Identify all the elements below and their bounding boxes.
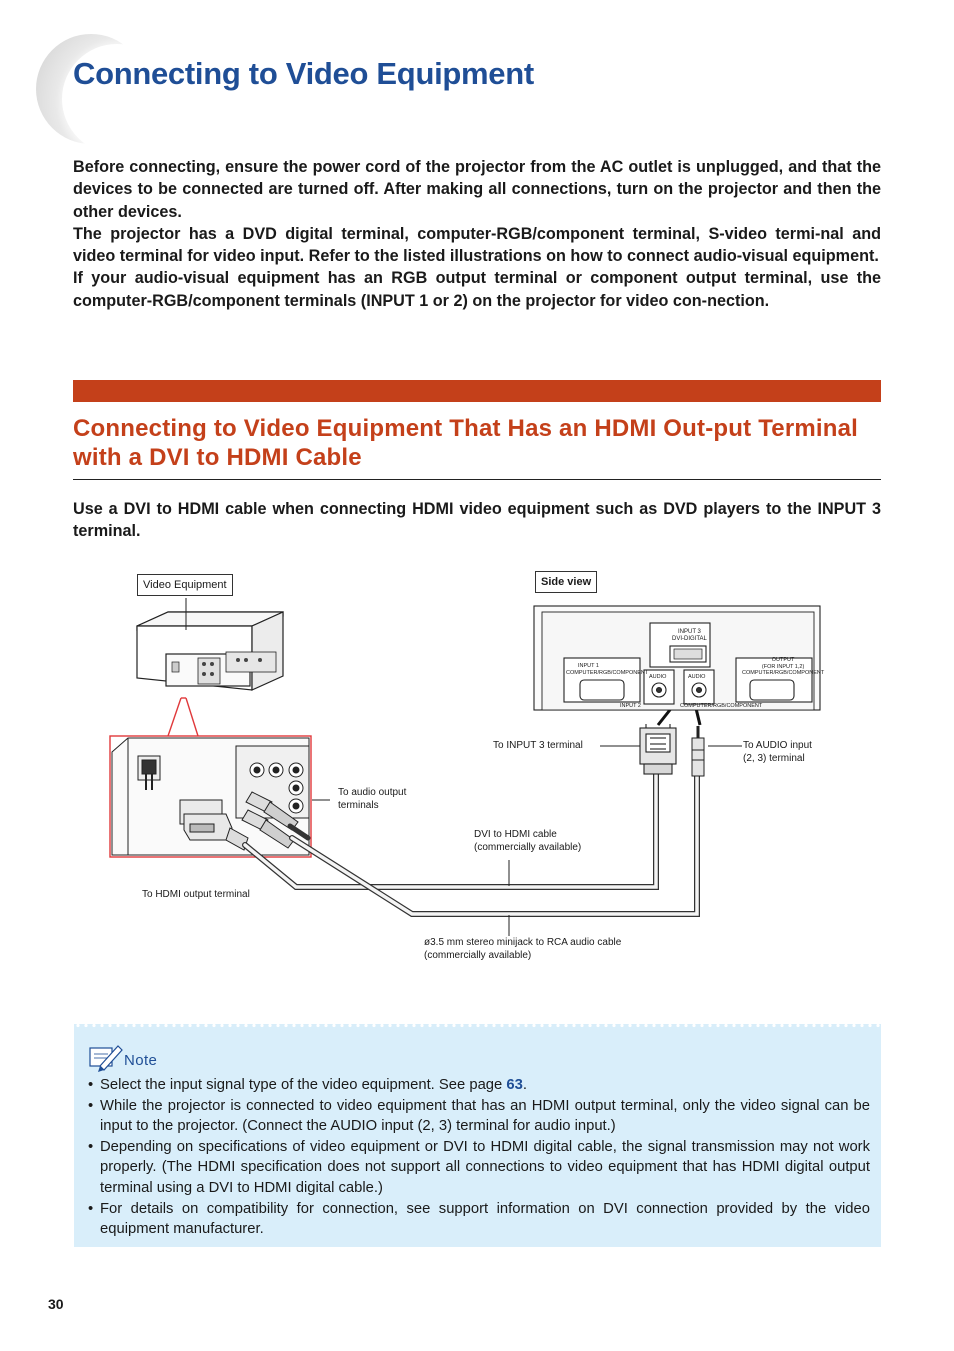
panel-output-line2: (FOR INPUT 1,2) <box>761 663 805 670</box>
pencil-note-icon <box>88 1042 124 1072</box>
cables <box>245 772 697 914</box>
panel-output-line1: OUTPUT <box>771 657 795 663</box>
note-item-text: Depending on specifications of video equipment or DVI to HDMI digital cable, the signal transmission may not work properly. (The HDMI specification does not support all connections to video equipment that has HDMI digital output terminal using a DVI to HDMI digital cable.) <box>100 1138 870 1196</box>
to-audio-output-label <box>338 787 406 812</box>
note-list <box>88 1075 870 1240</box>
video-equipment-illustration <box>137 598 283 690</box>
panel-audio-left: AUDIO <box>649 674 667 680</box>
note-label: Note <box>124 1052 158 1069</box>
section-intro: Use a DVI to HDMI cable when connecting HDMI video equipment such as DVD players to the INPUT 3 terminal. <box>73 500 881 541</box>
to-audio-input-line2: (2, 3) terminal <box>743 752 805 764</box>
to-audio-input-label <box>743 740 812 765</box>
to-audio-input-line1: To AUDIO input <box>743 740 812 751</box>
panel-input3-label <box>672 629 707 643</box>
note-item: • Depending on specifications of video equipment or DVI to HDMI digital cable, the signal transmission may not work properly. (The HDMI specification does not support all connections to video equipment that has HDMI digital output terminal using a DVI to HDMI digital cable.) <box>88 1138 870 1196</box>
section-color-band <box>73 380 881 402</box>
to-hdmi-output-label: To HDMI output terminal <box>142 889 250 900</box>
panel-audio-right: AUDIO <box>688 674 706 680</box>
minijack-plug <box>692 726 704 776</box>
section-title: Connecting to Video Equipment That Has an HDMI Out-put Terminal with a DVI to HDMI Cable <box>73 415 859 471</box>
connection-diagram <box>0 560 954 980</box>
dvi-plug <box>640 724 676 774</box>
panel-output-label <box>742 657 824 677</box>
page-reference-link[interactable]: 63 <box>506 1077 523 1093</box>
minijack-cable-line1: ø3.5 mm stereo minijack to RCA audio cable <box>424 937 622 948</box>
to-audio-output-line2: terminals <box>338 799 379 811</box>
connection-diagram-drawing <box>0 560 954 980</box>
page-title: Connecting to Video Equipment <box>73 56 534 91</box>
note-item-text: While the projector is connected to video equipment that has an HDMI output terminal, only the video signal can be input to the projector. (Connect the AUDIO input (2, 3) terminal for audio input.) <box>100 1097 870 1135</box>
note-box <box>74 1024 881 1247</box>
panel-component-cut: COMPUTER/RGB/COMPONENT <box>680 703 763 709</box>
panel-input3-line2: DVI-DIGITAL <box>672 636 707 642</box>
to-input3-label: To INPUT 3 terminal <box>493 740 583 751</box>
panel-input1-label <box>566 663 648 677</box>
panel-input1-line1: INPUT 1 <box>578 663 599 669</box>
minijack-cable-label <box>424 937 621 962</box>
note-item-text: Select the input signal type of the video equipment. See page <box>100 1077 507 1093</box>
intro-paragraph: The projector has a DVD digital terminal, computer-RGB/component terminal, S-video termi-nal and video terminal for video input. Refer to the listed illustrations on how to connect audio-visual equipment. <box>73 224 881 266</box>
page-number: 30 <box>48 1296 64 1312</box>
section-divider <box>73 479 881 480</box>
dvi-cable-line2: (commercially available) <box>474 841 582 853</box>
dvi-cable-line1: DVI to HDMI cable <box>474 829 557 840</box>
note-header <box>88 1042 158 1072</box>
to-audio-output-line1: To audio output <box>338 787 407 798</box>
minijack-cable-line2: (commercially available) <box>424 949 532 961</box>
panel-input3-line1: INPUT 3 <box>678 629 701 635</box>
panel-input2-cut: INPUT 2 <box>620 703 641 709</box>
panel-output-line3: COMPUTER/RGB/COMPONENT <box>742 670 825 676</box>
side-view-label: Side view <box>535 571 597 593</box>
intro-paragraph: Before connecting, ensure the power cord of the projector from the AC outlet is unplugged, and that the devices to be connected are turned off. After making all connections, turn on the projector and then the other devices. <box>73 158 881 221</box>
panel-input1-line2: COMPUTER/RGB/COMPONENT <box>566 670 649 676</box>
dvi-cable-label <box>474 829 581 854</box>
video-equipment-label: Video Equipment <box>137 574 233 596</box>
note-item: • Select the input signal type of the video equipment. See page 63. <box>88 1077 527 1093</box>
note-dotted-edge <box>74 1024 881 1029</box>
note-item-text: For details on compatibility for connection, see support information on DVI connection provided by the video equipment manufacturer. <box>100 1200 870 1238</box>
note-item-punctuation: . <box>522 1077 527 1093</box>
note-item: • For details on compatibility for connection, see support information on DVI connection provided by the video equipment manufacturer. <box>88 1200 870 1238</box>
intro-text <box>73 156 881 312</box>
intro-paragraph: If your audio-visual equipment has an RGB output terminal or component output terminal, use the computer-RGB/component terminals (INPUT 1 or 2) on the projector for video con-nection. <box>73 269 881 310</box>
note-item: • While the projector is connected to video equipment that has an HDMI output terminal, only the video signal can be input to the projector. (Connect the AUDIO input (2, 3) terminal for audio input.) <box>88 1097 870 1135</box>
